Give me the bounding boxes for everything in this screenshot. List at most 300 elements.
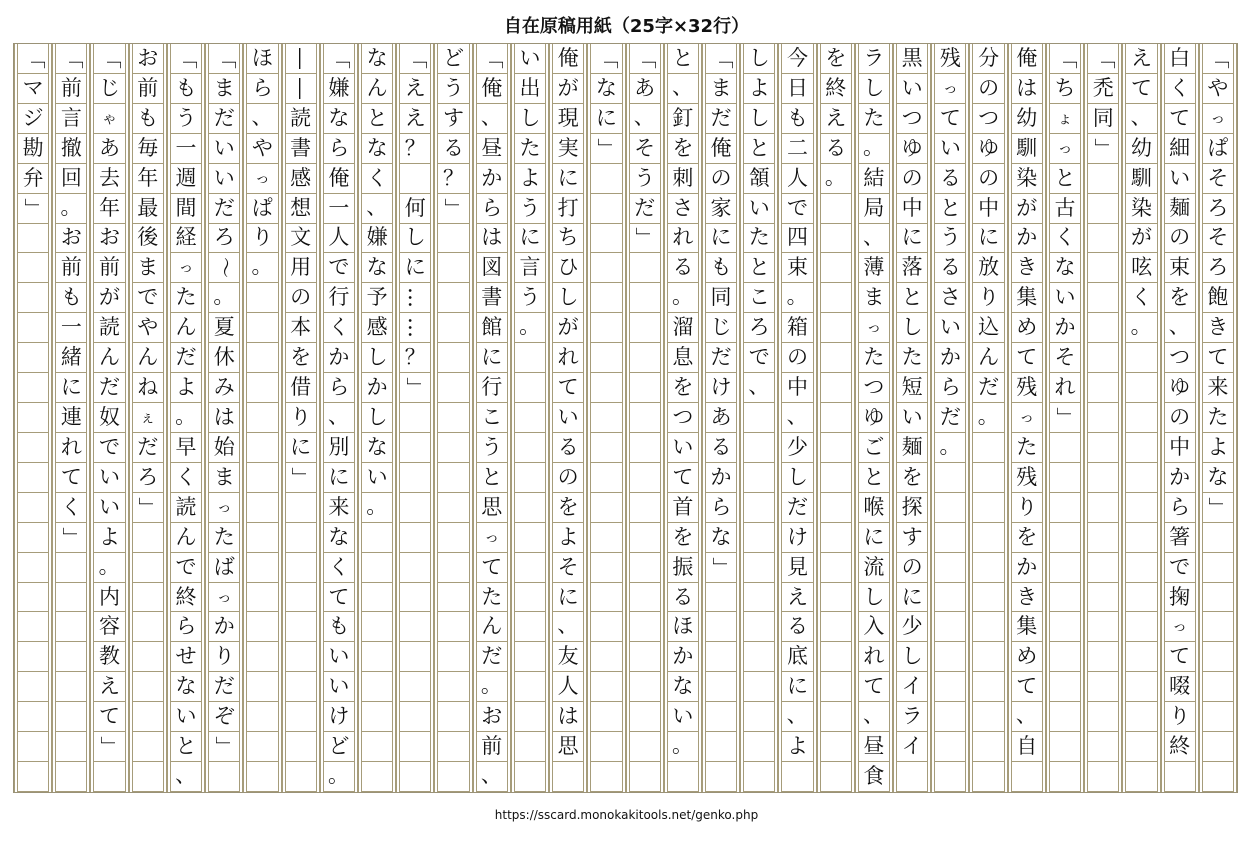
manuscript-column — [893, 44, 931, 792]
manuscript-column — [855, 44, 893, 792]
manuscript-cell: や — [133, 313, 163, 343]
manuscript-cell: な — [362, 134, 392, 164]
manuscript-cell — [1050, 553, 1080, 583]
manuscript-cell: 、 — [362, 194, 392, 224]
manuscript-cell: り — [247, 224, 277, 254]
manuscript-cell: 「 — [1050, 44, 1080, 74]
manuscript-cell — [18, 253, 48, 283]
manuscript-cell: す — [897, 523, 927, 553]
manuscript-cell: て — [1165, 104, 1195, 134]
manuscript-cell — [973, 463, 1003, 493]
manuscript-cell: え — [782, 583, 812, 613]
manuscript-cell — [400, 762, 430, 792]
manuscript-cell: 箱 — [782, 313, 812, 343]
manuscript-cell: い — [209, 134, 239, 164]
manuscript-cell: し — [744, 104, 774, 134]
manuscript-cell: ぱ — [247, 194, 277, 224]
manuscript-cell — [935, 583, 965, 613]
manuscript-cell — [973, 553, 1003, 583]
manuscript-column — [434, 44, 472, 792]
manuscript-cell: 俺 — [553, 44, 583, 74]
manuscript-cell — [286, 732, 316, 762]
manuscript-cell: い — [171, 702, 201, 732]
manuscript-cell — [706, 702, 736, 732]
manuscript-cell — [362, 732, 392, 762]
manuscript-cell: 啜 — [1165, 672, 1195, 702]
manuscript-cell — [362, 583, 392, 613]
manuscript-column — [396, 44, 434, 792]
manuscript-cell — [438, 463, 468, 493]
manuscript-cell: 残 — [1012, 463, 1042, 493]
manuscript-cell — [438, 672, 468, 702]
manuscript-cell: 「 — [1203, 44, 1233, 74]
manuscript-cell — [630, 553, 660, 583]
manuscript-cell: だ — [706, 343, 736, 373]
manuscript-cell: ゆ — [1165, 373, 1195, 403]
manuscript-cell: ま — [859, 283, 889, 313]
manuscript-cell — [1126, 702, 1156, 732]
manuscript-cell: い — [935, 134, 965, 164]
manuscript-cell: く — [56, 493, 86, 523]
manuscript-cell: ？ — [400, 134, 430, 164]
manuscript-cell: 集 — [1012, 612, 1042, 642]
manuscript-cell — [438, 224, 468, 254]
manuscript-cell: か — [706, 463, 736, 493]
manuscript-cell: た — [859, 343, 889, 373]
manuscript-cell: う — [935, 224, 965, 254]
manuscript-cell — [591, 523, 621, 553]
manuscript-cell: 現 — [553, 104, 583, 134]
manuscript-cell — [18, 612, 48, 642]
manuscript-cell: ろ — [1203, 194, 1233, 224]
manuscript-cell — [821, 583, 851, 613]
manuscript-cell: ょ — [1050, 104, 1080, 134]
manuscript-cell: に — [286, 433, 316, 463]
manuscript-cell — [1088, 732, 1118, 762]
manuscript-cell — [247, 433, 277, 463]
manuscript-cell: イ — [897, 672, 927, 702]
manuscript-cell — [18, 702, 48, 732]
manuscript-cell: っ — [171, 253, 201, 283]
manuscript-cell: か — [935, 343, 965, 373]
manuscript-cell: し — [515, 104, 545, 134]
manuscript-cell — [1203, 523, 1233, 553]
manuscript-cell: 箸 — [1165, 523, 1195, 553]
manuscript-column — [129, 44, 167, 792]
manuscript-cell: を — [1165, 283, 1195, 313]
manuscript-cell: う — [515, 283, 545, 313]
manuscript-cell — [362, 553, 392, 583]
manuscript-cell: 」 — [94, 732, 124, 762]
manuscript-cell — [591, 702, 621, 732]
manuscript-cell: か — [1012, 553, 1042, 583]
manuscript-cell — [1203, 672, 1233, 702]
manuscript-cell — [438, 523, 468, 553]
manuscript-cell: 前 — [477, 732, 507, 762]
manuscript-cell: 書 — [286, 134, 316, 164]
manuscript-cell — [591, 463, 621, 493]
manuscript-cell: 出 — [515, 74, 545, 104]
footer-url[interactable]: https://sscard.monokakitools.net/genko.php — [494, 808, 759, 822]
manuscript-cell — [438, 343, 468, 373]
manuscript-cell: ラ — [859, 44, 889, 74]
manuscript-column — [52, 44, 90, 792]
manuscript-cell — [821, 343, 851, 373]
manuscript-cell — [668, 762, 698, 792]
manuscript-cell — [438, 283, 468, 313]
manuscript-cell: 。 — [362, 493, 392, 523]
manuscript-cell — [1088, 642, 1118, 672]
manuscript-cell: の — [897, 553, 927, 583]
manuscript-cell: 、 — [1165, 313, 1195, 343]
manuscript-cell: て — [1165, 642, 1195, 672]
manuscript-cell — [1088, 373, 1118, 403]
manuscript-cell: ジ — [18, 104, 48, 134]
manuscript-cell: 」 — [209, 732, 239, 762]
manuscript-cell — [515, 463, 545, 493]
manuscript-cell: に — [897, 583, 927, 613]
manuscript-cell: す — [438, 104, 468, 134]
manuscript-cell — [821, 642, 851, 672]
manuscript-cell: 振 — [668, 553, 698, 583]
manuscript-cell — [515, 672, 545, 702]
manuscript-cell: 「 — [630, 44, 660, 74]
manuscript-cell: 年 — [94, 194, 124, 224]
manuscript-cell — [1050, 732, 1080, 762]
manuscript-cell: る — [553, 433, 583, 463]
manuscript-cell — [1126, 343, 1156, 373]
manuscript-cell — [1126, 762, 1156, 792]
manuscript-cell — [247, 493, 277, 523]
manuscript-grid — [13, 43, 1238, 793]
manuscript-cell: つ — [973, 104, 1003, 134]
manuscript-cell — [286, 762, 316, 792]
manuscript-cell: で — [782, 194, 812, 224]
manuscript-cell: り — [1012, 493, 1042, 523]
manuscript-cell — [744, 463, 774, 493]
manuscript-cell — [133, 702, 163, 732]
manuscript-cell: 残 — [935, 44, 965, 74]
manuscript-cell — [973, 762, 1003, 792]
manuscript-cell: 。 — [1126, 313, 1156, 343]
manuscript-cell — [1050, 642, 1080, 672]
manuscript-cell: 図 — [477, 253, 507, 283]
manuscript-cell: い — [94, 463, 124, 493]
manuscript-cell: く — [1050, 224, 1080, 254]
manuscript-cell: ― — [286, 44, 316, 74]
manuscript-cell — [591, 313, 621, 343]
manuscript-cell: 見 — [782, 553, 812, 583]
manuscript-cell: を — [1012, 523, 1042, 553]
manuscript-cell: で — [133, 283, 163, 313]
manuscript-cell: 馴 — [1012, 134, 1042, 164]
manuscript-cell: う — [438, 74, 468, 104]
manuscript-cell: し — [744, 44, 774, 74]
manuscript-cell: な — [1203, 463, 1233, 493]
manuscript-cell — [591, 164, 621, 194]
manuscript-cell — [591, 612, 621, 642]
manuscript-cell — [438, 313, 468, 343]
manuscript-cell: ら — [247, 74, 277, 104]
manuscript-cell: て — [553, 373, 583, 403]
manuscript-cell: の — [1165, 224, 1195, 254]
manuscript-cell: 予 — [362, 283, 392, 313]
manuscript-cell — [591, 553, 621, 583]
manuscript-cell: つ — [859, 373, 889, 403]
manuscript-cell: 用 — [286, 253, 316, 283]
manuscript-cell: ば — [209, 553, 239, 583]
manuscript-cell: よ — [171, 373, 201, 403]
manuscript-cell — [591, 194, 621, 224]
page-title: 自在原稿用紙（25字×32行） — [503, 16, 750, 37]
manuscript-cell — [782, 762, 812, 792]
manuscript-cell: の — [706, 164, 736, 194]
manuscript-cell: い — [1050, 283, 1080, 313]
manuscript-cell: な — [171, 672, 201, 702]
manuscript-cell — [247, 463, 277, 493]
manuscript-cell: 馴 — [1126, 164, 1156, 194]
manuscript-cell — [1203, 612, 1233, 642]
manuscript-cell — [935, 642, 965, 672]
manuscript-cell — [18, 283, 48, 313]
manuscript-cell: な — [362, 44, 392, 74]
manuscript-cell — [935, 612, 965, 642]
manuscript-cell: ゃ — [94, 104, 124, 134]
manuscript-cell — [515, 642, 545, 672]
manuscript-cell: な — [591, 74, 621, 104]
manuscript-cell: 緒 — [56, 343, 86, 373]
manuscript-cell: ― — [286, 74, 316, 104]
manuscript-cell: ひ — [553, 253, 583, 283]
manuscript-cell: も — [324, 612, 354, 642]
manuscript-cell — [1088, 553, 1118, 583]
manuscript-cell — [515, 343, 545, 373]
manuscript-cell: ～ — [209, 253, 239, 283]
manuscript-cell: 奴 — [94, 403, 124, 433]
manuscript-cell: か — [324, 343, 354, 373]
manuscript-cell: し — [859, 74, 889, 104]
manuscript-cell — [935, 702, 965, 732]
manuscript-cell: っ — [247, 164, 277, 194]
manuscript-cell: ん — [171, 523, 201, 553]
manuscript-cell: ぱ — [1203, 134, 1233, 164]
manuscript-cell: よ — [744, 74, 774, 104]
manuscript-cell — [438, 702, 468, 732]
manuscript-cell: は — [1012, 74, 1042, 104]
manuscript-cell: の — [897, 164, 927, 194]
manuscript-cell: 中 — [782, 373, 812, 403]
manuscript-cell: 結 — [859, 164, 889, 194]
manuscript-cell: 前 — [56, 74, 86, 104]
manuscript-cell: っ — [1012, 403, 1042, 433]
manuscript-cell: 息 — [668, 343, 698, 373]
manuscript-cell: み — [209, 373, 239, 403]
manuscript-cell — [1088, 194, 1118, 224]
manuscript-cell: が — [1126, 224, 1156, 254]
manuscript-cell: そ — [630, 134, 660, 164]
manuscript-cell: 俺 — [1012, 44, 1042, 74]
manuscript-cell — [438, 732, 468, 762]
manuscript-cell: に — [477, 343, 507, 373]
manuscript-cell — [630, 493, 660, 523]
manuscript-cell: よ — [782, 732, 812, 762]
manuscript-cell — [515, 403, 545, 433]
manuscript-cell: ろ — [744, 313, 774, 343]
manuscript-cell: 」 — [400, 373, 430, 403]
manuscript-cell: た — [859, 104, 889, 134]
manuscript-cell: ？ — [400, 343, 430, 373]
manuscript-cell: っ — [477, 523, 507, 553]
manuscript-cell — [1050, 463, 1080, 493]
manuscript-cell — [973, 732, 1003, 762]
manuscript-cell: 黒 — [897, 44, 927, 74]
manuscript-cell: 局 — [859, 194, 889, 224]
manuscript-cell: 釘 — [668, 104, 698, 134]
manuscript-cell — [1203, 583, 1233, 613]
manuscript-cell: ま — [209, 463, 239, 493]
manuscript-cell: く — [1165, 74, 1195, 104]
manuscript-cell: … — [400, 313, 430, 343]
manuscript-cell: で — [171, 553, 201, 583]
manuscript-cell — [133, 672, 163, 702]
manuscript-cell: し — [897, 313, 927, 343]
manuscript-cell: は — [477, 224, 507, 254]
manuscript-cell: の — [973, 164, 1003, 194]
manuscript-cell: 。 — [247, 253, 277, 283]
manuscript-cell: 実 — [553, 134, 583, 164]
manuscript-cell: て — [477, 553, 507, 583]
manuscript-cell: 最 — [133, 194, 163, 224]
manuscript-cell: ？ — [438, 164, 468, 194]
manuscript-cell: ら — [324, 134, 354, 164]
manuscript-cell — [18, 313, 48, 343]
manuscript-cell: ぞ — [209, 702, 239, 732]
manuscript-cell: 来 — [324, 493, 354, 523]
manuscript-cell: に — [324, 463, 354, 493]
manuscript-cell: え — [1126, 44, 1156, 74]
manuscript-cell — [744, 612, 774, 642]
manuscript-cell: い — [668, 433, 698, 463]
manuscript-cell — [438, 493, 468, 523]
manuscript-cell: ろ — [209, 224, 239, 254]
manuscript-cell — [1050, 433, 1080, 463]
manuscript-cell: 」 — [706, 553, 736, 583]
manuscript-cell — [515, 553, 545, 583]
manuscript-cell: 嫌 — [362, 224, 392, 254]
manuscript-cell — [247, 612, 277, 642]
manuscript-cell: が — [553, 313, 583, 343]
manuscript-cell — [18, 523, 48, 553]
manuscript-cell — [438, 253, 468, 283]
manuscript-cell: し — [553, 283, 583, 313]
manuscript-cell — [591, 343, 621, 373]
manuscript-cell: は — [209, 403, 239, 433]
manuscript-cell — [1088, 702, 1118, 732]
manuscript-cell — [821, 283, 851, 313]
manuscript-cell — [591, 493, 621, 523]
manuscript-cell: 首 — [668, 493, 698, 523]
manuscript-cell: だ — [630, 194, 660, 224]
manuscript-cell: 前 — [56, 253, 86, 283]
manuscript-cell — [821, 612, 851, 642]
manuscript-cell: は — [553, 702, 583, 732]
manuscript-cell — [1088, 403, 1118, 433]
manuscript-cell: 。 — [782, 283, 812, 313]
manuscript-cell: く — [324, 313, 354, 343]
manuscript-cell — [591, 403, 621, 433]
manuscript-cell: ほ — [668, 612, 698, 642]
manuscript-cell: あ — [706, 403, 736, 433]
manuscript-cell: ゆ — [973, 134, 1003, 164]
manuscript-cell: 一 — [56, 313, 86, 343]
manuscript-cell — [630, 702, 660, 732]
manuscript-cell: 昼 — [477, 134, 507, 164]
manuscript-cell: 。 — [935, 433, 965, 463]
manuscript-cell: だ — [935, 403, 965, 433]
manuscript-cell: 中 — [1165, 433, 1195, 463]
manuscript-cell — [744, 553, 774, 583]
manuscript-cell — [247, 642, 277, 672]
manuscript-cell — [897, 762, 927, 792]
manuscript-cell — [744, 732, 774, 762]
manuscript-cell: ね — [133, 373, 163, 403]
manuscript-cell — [706, 672, 736, 702]
manuscript-cell: で — [324, 253, 354, 283]
manuscript-cell: 、 — [1126, 104, 1156, 134]
manuscript-cell: と — [1050, 164, 1080, 194]
manuscript-cell: に — [859, 523, 889, 553]
manuscript-cell — [247, 313, 277, 343]
manuscript-cell — [18, 672, 48, 702]
manuscript-cell — [133, 612, 163, 642]
manuscript-cell — [1088, 493, 1118, 523]
manuscript-cell: 」 — [1088, 134, 1118, 164]
manuscript-column — [587, 44, 625, 792]
manuscript-column — [1122, 44, 1160, 792]
manuscript-cell: よ — [94, 523, 124, 553]
manuscript-cell: 「 — [477, 44, 507, 74]
manuscript-cell: い — [668, 702, 698, 732]
manuscript-cell — [438, 612, 468, 642]
manuscript-cell: 前 — [133, 74, 163, 104]
manuscript-cell: 昼 — [859, 732, 889, 762]
manuscript-cell: て — [859, 672, 889, 702]
manuscript-cell: 細 — [1165, 134, 1195, 164]
manuscript-cell — [56, 553, 86, 583]
manuscript-cell — [630, 403, 660, 433]
manuscript-cell — [630, 343, 660, 373]
manuscript-cell — [1088, 762, 1118, 792]
manuscript-cell: 束 — [1165, 253, 1195, 283]
manuscript-cell: 読 — [94, 313, 124, 343]
manuscript-cell — [630, 762, 660, 792]
manuscript-cell: う — [630, 164, 660, 194]
manuscript-cell: っ — [859, 313, 889, 343]
manuscript-cell — [362, 672, 392, 702]
manuscript-cell: 終 — [171, 583, 201, 613]
manuscript-column — [473, 44, 511, 792]
manuscript-cell: 刺 — [668, 164, 698, 194]
manuscript-cell: 書 — [477, 283, 507, 313]
manuscript-cell: 。 — [821, 164, 851, 194]
manuscript-cell: 」 — [1050, 403, 1080, 433]
manuscript-cell — [1050, 583, 1080, 613]
manuscript-cell — [18, 373, 48, 403]
manuscript-cell: 、 — [859, 224, 889, 254]
manuscript-cell: 日 — [782, 74, 812, 104]
manuscript-cell — [821, 463, 851, 493]
manuscript-cell: 俺 — [324, 164, 354, 194]
